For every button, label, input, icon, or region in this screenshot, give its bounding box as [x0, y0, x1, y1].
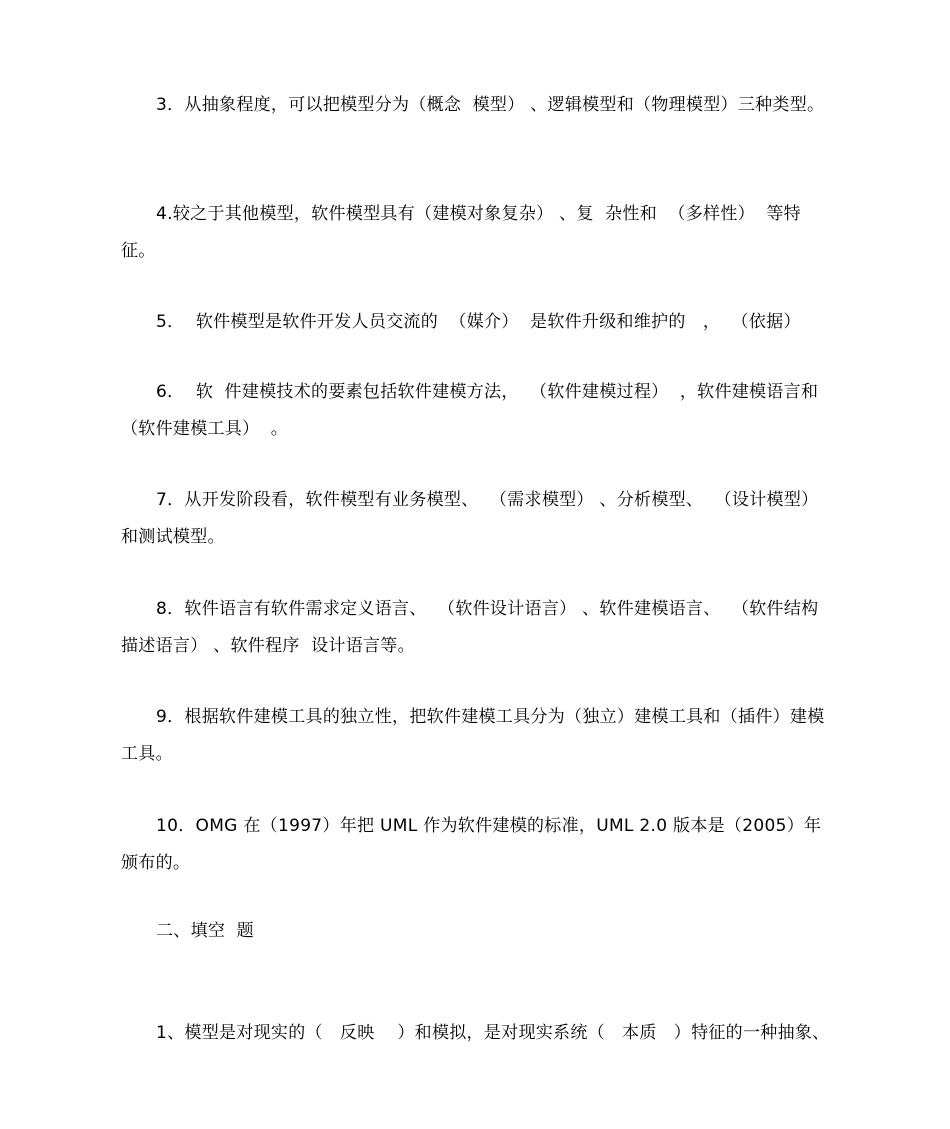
paragraph-fill-1: 1、模型是对现实的（ 反映 ）和模拟，是对现实系统（ 本质 ）特征的一种抽象、: [156, 1023, 830, 1043]
paragraph-8: 8．软件语言有软件需求定义语言、 （软件设计语言） 、软件建模语言、 （软件结构描述语言） 、软件程序 设计语言等。: [121, 599, 819, 656]
paragraph-5: 5． 软件模型是软件开发人员交流的 （媒介） 是软件升级和维护的 ， （依据）: [156, 312, 801, 332]
paragraph-7: 7．从开发阶段看，软件模型有业务模型、 （需求模型） 、分析模型、 （设计模型）和测试模型。: [121, 490, 819, 547]
paragraph-6: 6． 软 件建模技术的要素包括软件建模方法， （软件建模过程） ，软件建模语言和（软件建模工具） 。: [121, 382, 819, 439]
paragraph-4: 4.较之于其他模型，软件模型具有（建模对象复杂） 、复 杂性和 （多样性） 等特征。: [121, 204, 801, 261]
paragraph-9: 9．根据软件建模工具的独立性，把软件建模工具分为（独立）建模工具和（插件）建模工具。: [121, 707, 825, 764]
section-heading-fill-in-blank: 二、填空 题: [156, 921, 254, 941]
paragraph-10: 10．OMG 在（1997）年把 UML 作为软件建模的标准，UML 2.0 版本是（2005）年颁布的。: [121, 816, 822, 873]
paragraph-3: 3．从抽象程度，可以把模型分为（概念 模型） 、逻辑模型和（物理模型）三种类型。: [156, 95, 825, 115]
